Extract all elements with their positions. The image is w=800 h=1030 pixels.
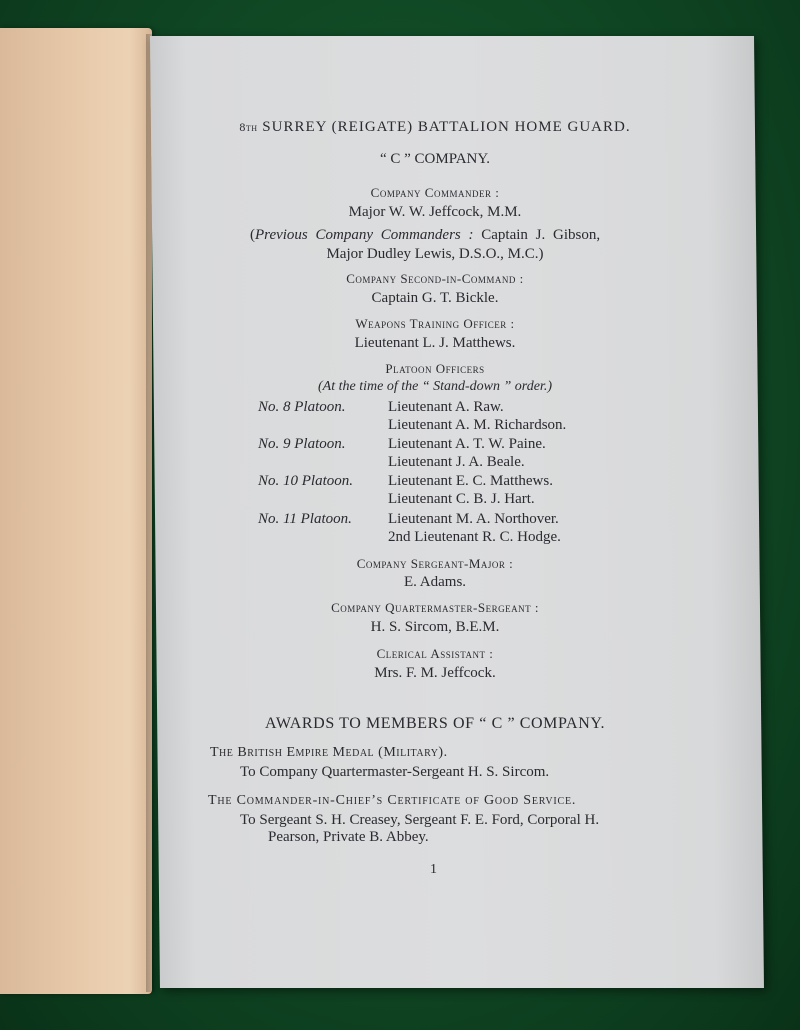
- platoon-officers-heading: Platoon Officers: [385, 361, 485, 376]
- certificate-recipients-line2: Pearson, Private B. Abbey.: [268, 829, 429, 845]
- company-title: “ C ” COMPANY.: [379, 151, 491, 167]
- platoon-officer: Lieutenant M. A. Northover.: [388, 511, 559, 527]
- page-number: 1: [430, 862, 437, 877]
- certificate-recipients-line1: To Sergeant S. H. Creasey, Sergeant F. E. Ford, Corporal H.: [240, 812, 600, 828]
- previous-open-paren: (: [250, 227, 255, 243]
- platoon-officer: Lieutenant C. B. J. Hart.: [388, 491, 535, 507]
- previous-commanders-line1: [250, 227, 600, 244]
- clerical-name: Mrs. F. M. Jeffcock.: [374, 665, 496, 681]
- bem-award-recipient: To Company Quartermaster-Sergeant H. S. Sircom.: [240, 764, 550, 780]
- commander-role: Company Commander :: [370, 185, 500, 200]
- left-page-cover: [0, 28, 152, 994]
- platoon-officer: Lieutenant J. A. Beale.: [388, 454, 525, 470]
- csm-name: E. Adams.: [403, 574, 467, 590]
- csm-role: Company Sergeant-Major :: [356, 556, 514, 571]
- bem-award-title: The British Empire Medal (Military).: [210, 745, 448, 760]
- battalion-title: [150, 119, 720, 136]
- platoon-officer: Lieutenant E. C. Matthews.: [388, 473, 553, 489]
- second-in-command-role: Company Second-in-Command :: [346, 271, 524, 286]
- platoon-officer: Lieutenant A. M. Richardson.: [388, 417, 567, 433]
- platoon-label: No. 8 Platoon.: [258, 399, 346, 415]
- cqms-role: Company Quartermaster-Sergeant :: [331, 600, 539, 615]
- weapons-officer-name: Lieutenant L. J. Matthews.: [354, 335, 516, 351]
- platoon-label: No. 9 Platoon.: [258, 436, 346, 452]
- weapons-officer-role: Weapons Training Officer :: [355, 316, 515, 331]
- platoon-label: No. 10 Platoon.: [258, 473, 354, 489]
- platoon-label: No. 11 Platoon.: [258, 511, 352, 527]
- previous-first: Captain J. Gibson,: [481, 227, 601, 243]
- previous-commanders-line2: Major Dudley Lewis, D.S.O., M.C.): [326, 246, 544, 262]
- battalion-name: SURREY (REIGATE) BATTALION HOME GUARD.: [262, 119, 631, 135]
- awards-heading: AWARDS TO MEMBERS OF “ C ” COMPANY.: [264, 715, 606, 732]
- cqms-name: H. S. Sircom, B.E.M.: [370, 619, 500, 635]
- platoon-officer: 2nd Lieutenant R. C. Hodge.: [388, 529, 561, 545]
- platoon-officers-subheading: (At the time of the “ Stand-down ” order.): [318, 379, 552, 394]
- certificate-award-title: The Commander-in-Chief’s Certificate of Good Service.: [208, 793, 577, 808]
- commander-name: Major W. W. Jeffcock, M.M.: [348, 204, 522, 220]
- second-in-command-name: Captain G. T. Bickle.: [371, 290, 499, 306]
- platoon-officer: Lieutenant A. T. W. Paine.: [388, 436, 546, 452]
- platoon-officer: Lieutenant A. Raw.: [388, 399, 504, 415]
- clerical-role: Clerical Assistant :: [376, 646, 494, 661]
- battalion-number: 8th: [239, 120, 258, 134]
- previous-label: Previous Company Commanders :: [255, 227, 474, 243]
